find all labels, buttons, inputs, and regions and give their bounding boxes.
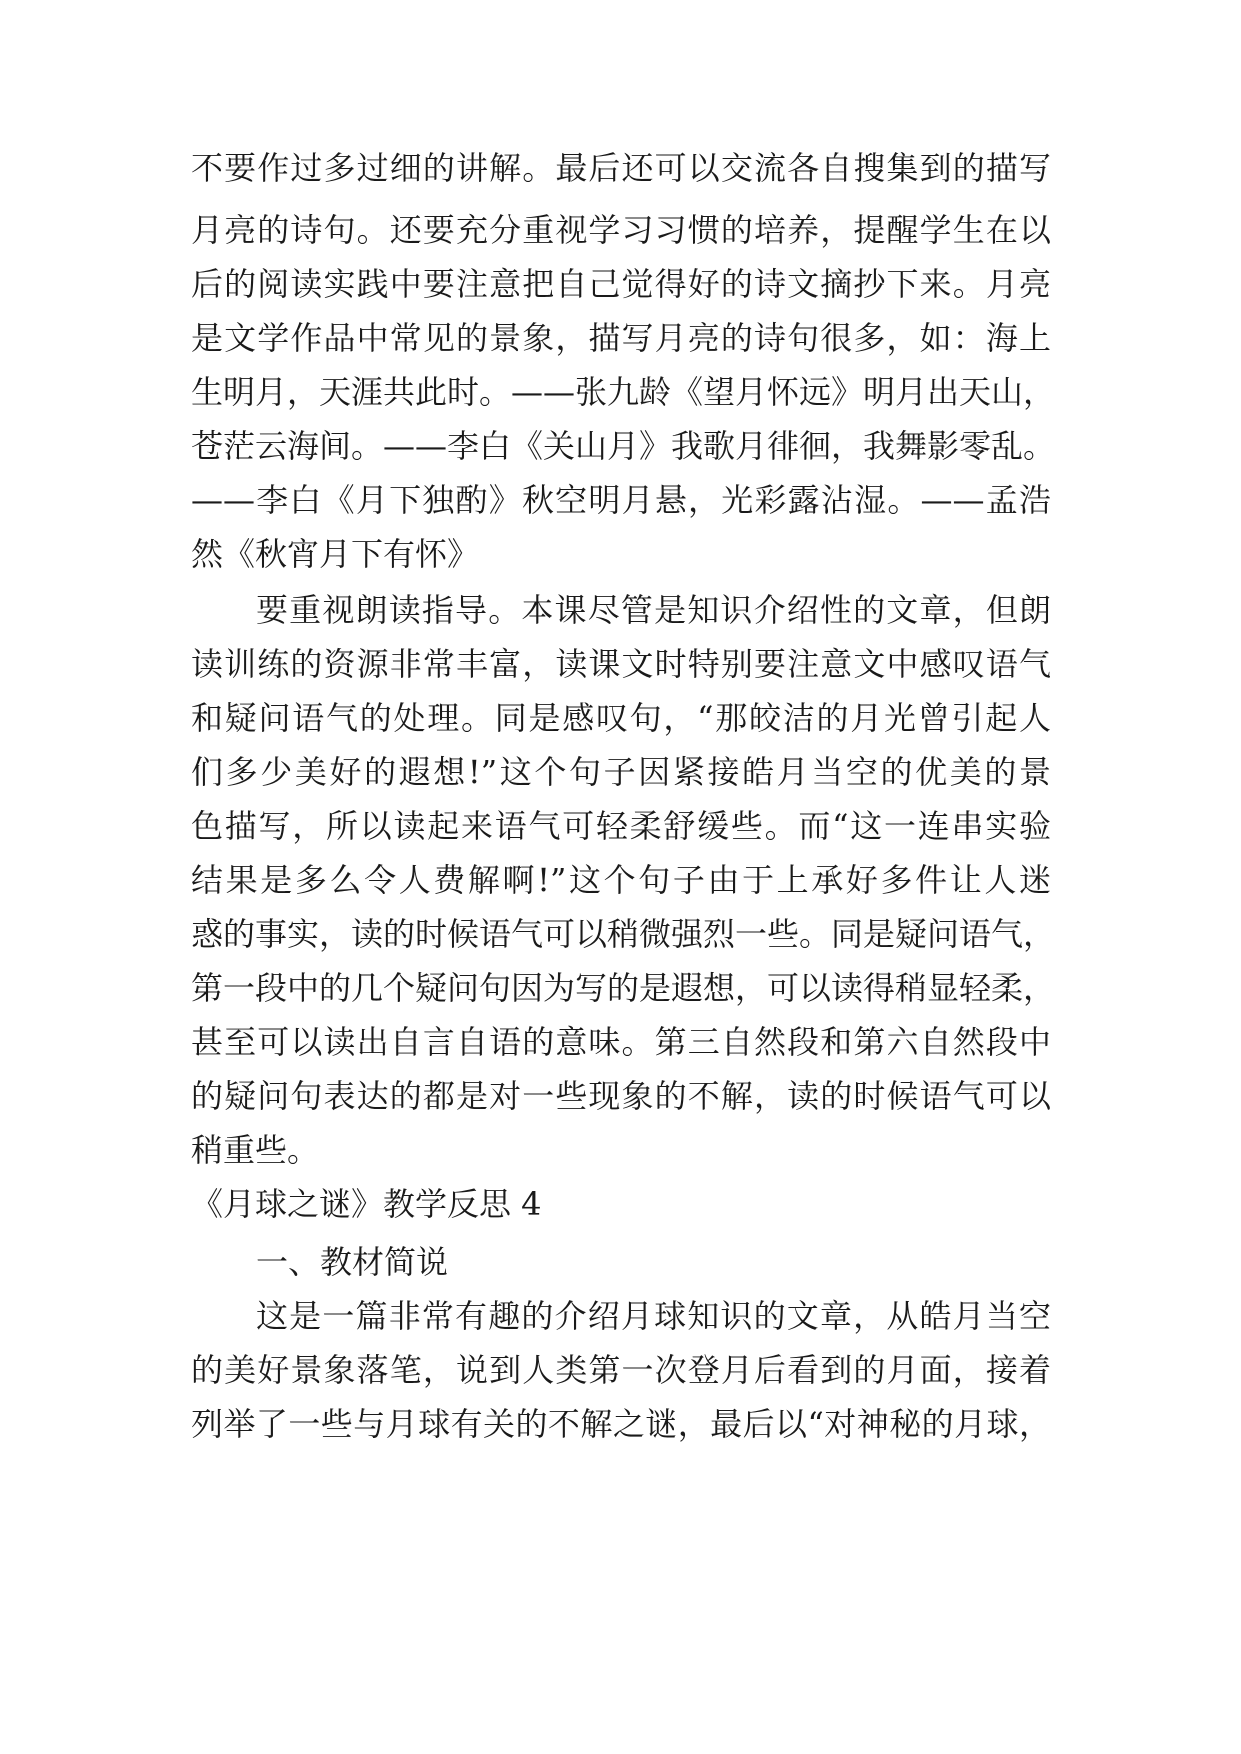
paragraph-3-line-3: 列举了一些与月球有关的不解之谜，最后以“对神秘的月球， [191,1405,1051,1443]
paragraph-2-line-7: 惑的事实，读的时候语气可以稍微强烈一些。同是疑问语气， [191,915,1056,953]
paragraph-1-line-7: ——李白《月下独酌》秋空明月悬，光彩露沾湿。——孟浩 [191,481,1051,519]
paragraph-2-line-4: 们多少美好的遐想!”这个句子因紧接皓月当空的优美的景 [191,753,1051,791]
paragraph-2-line-6: 结果是多么令人费解啊!”这个句子由于上承好多件让人迷 [191,861,1051,899]
subheading: 一、教材简说 [256,1243,449,1281]
paragraph-1-line-3: 后的阅读实践中要注意把自己觉得好的诗文摘抄下来。月亮 [191,265,1051,303]
paragraph-3-line-1: 这是一篇非常有趣的介绍月球知识的文章，从皓月当空 [256,1297,1051,1335]
paragraph-1-line-6: 苍茫云海间。——李白《关山月》我歌月徘徊，我舞影零乱。 [191,427,1056,465]
paragraph-2-line-9: 甚至可以读出自言自语的意味。第三自然段和第六自然段中 [191,1023,1051,1061]
paragraph-2-line-11: 稍重些。 [191,1131,320,1169]
paragraph-1-line-2: 月亮的诗句。还要充分重视学习习惯的培养，提醒学生在以 [191,211,1051,249]
paragraph-2-line-3: 和疑问语气的处理。同是感叹句，“那皎洁的月光曾引起人 [191,699,1051,737]
paragraph-1-line-5: 生明月，天涯共此时。——张九龄《望月怀远》明月出天山， [191,373,1056,411]
paragraph-2-line-5: 色描写，所以读起来语气可轻柔舒缓些。而“这一连串实验 [191,807,1051,845]
section-title: 《月球之谜》教学反思 4 [191,1185,542,1223]
paragraph-2-line-8: 第一段中的几个疑问句因为写的是遐想，可以读得稍显轻柔， [191,969,1056,1007]
paragraph-1-line-4: 是文学作品中常见的景象，描写月亮的诗句很多，如：海上 [191,319,1051,357]
paragraph-3-line-2: 的美好景象落笔，说到人类第一次登月后看到的月面，接着 [191,1351,1051,1389]
paragraph-2-line-2: 读训练的资源非常丰富，读课文时特别要注意文中感叹语气 [191,645,1051,683]
paragraph-2-line-10: 的疑问句表达的都是对一些现象的不解，读的时候语气可以 [191,1077,1051,1115]
paragraph-2-line-1: 要重视朗读指导。本课尽管是知识介绍性的文章，但朗 [256,591,1051,629]
paragraph-1-line-8: 然《秋宵月下有怀》 [191,535,480,573]
paragraph-1-line-1: 不要作过多过细的讲解。最后还可以交流各自搜集到的描写 [191,149,1051,187]
